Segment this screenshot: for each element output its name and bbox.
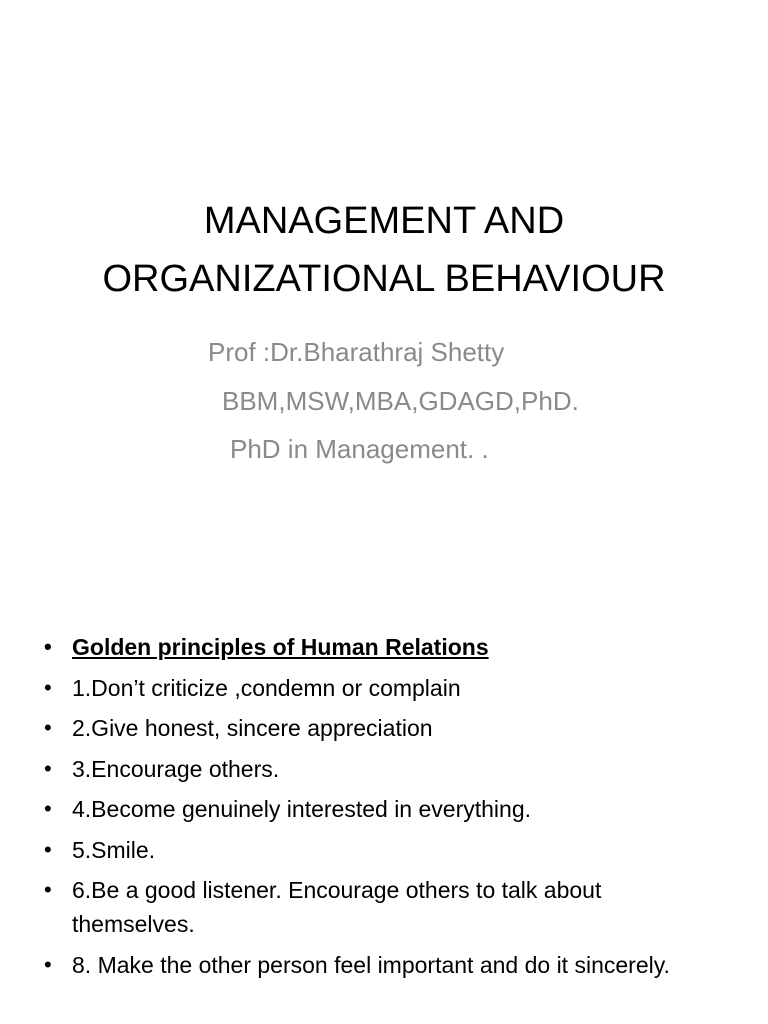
- list-item: • 8. Make the other person feel important and do it sincerely.: [44, 948, 704, 982]
- title-line-2: ORGANIZATIONAL BEHAVIOUR: [102, 258, 666, 300]
- title-line-1: MANAGEMENT AND: [203, 200, 565, 242]
- subtitle-author: Prof :Dr.Bharathraj Shetty: [208, 337, 505, 367]
- subtitle-degrees: BBM,MSW,MBA,GDAGD,PhD.: [222, 386, 579, 416]
- list-item: • 3.Encourage others.: [44, 752, 704, 786]
- subtitle-specialization: PhD in Management. .: [230, 434, 489, 464]
- list-item: • 5.Smile.: [44, 833, 704, 867]
- bullet-list: [44, 630, 704, 988]
- list-item: • 2.Give honest, sincere appreciation: [44, 711, 704, 745]
- list-item: • 6.Be a good listener. Encourage others to talk about themselves.: [44, 873, 704, 941]
- list-item: • 1.Don’t criticize ,condemn or complain: [44, 671, 704, 705]
- slide-title: [0, 192, 768, 308]
- content-slide: [0, 576, 768, 1024]
- list-item: • 4.Become genuinely interested in everything.: [44, 792, 704, 826]
- bullet-heading: • Golden principles of Human Relations: [44, 630, 704, 664]
